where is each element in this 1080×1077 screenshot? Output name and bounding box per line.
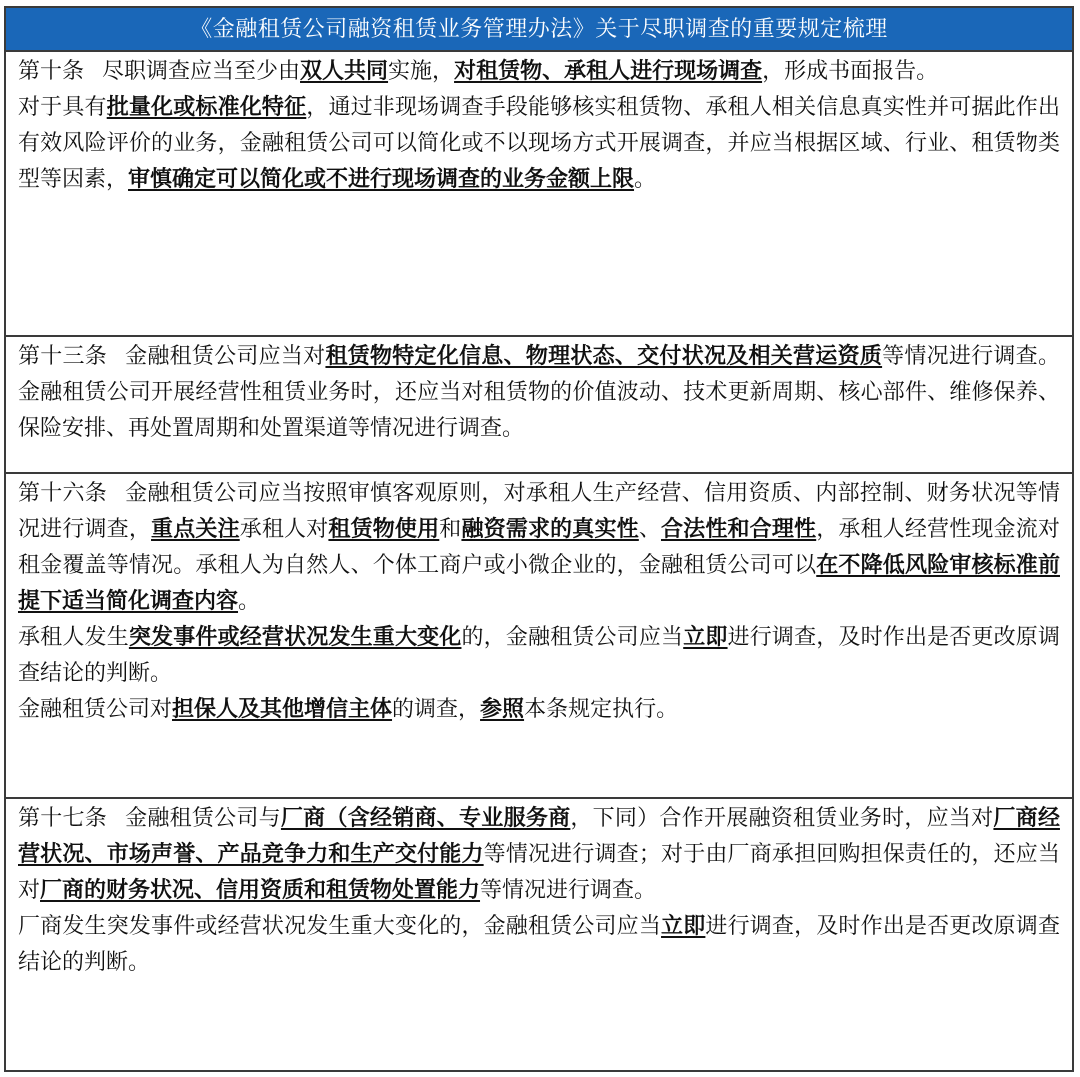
text-run: 承租人对 (239, 517, 329, 542)
text-run: 进行调查，及时作出是否更改原调查结论的判断。 (18, 625, 1060, 686)
emphasized-text: 突发事件或经营状况发生重大变化 (128, 625, 462, 650)
emphasized-text: 厂商的财务状况、信用资质和租赁物处置能力 (40, 878, 481, 903)
text-run: ，承租人经营性现金流对租金覆盖等情况。承租人为自然人、个体工商户或小微企业的，金融租赁公司可以 (18, 517, 1060, 578)
text-run: 。 (634, 167, 657, 192)
text-run: 厂商发生突发事件或经营状况发生重大变化的，金融租赁公司应当 (18, 914, 662, 939)
text-run: 金融租赁公司对 (18, 697, 173, 722)
text-run: ，通过非现场调查手段能够核实租赁物、承租人相关信息真实性并可据此作出有效风险评价的业务，金融租赁公司可以简化或不以现场方式开展调查，并应当根据区域、行业、租赁物类型等因素， (18, 95, 1060, 192)
emphasized-text: 在不降低风险审核标准前提下适当简化调查内容 (18, 553, 1060, 614)
text-run: ，下同）合作开展融资租赁业务时，应当对 (570, 806, 994, 831)
article-paragraph (18, 620, 1060, 692)
article-number: 第十三条 (18, 344, 108, 369)
text-run: 等情况进行调查。金融租赁公司开展经营性租赁业务时，还应当对租赁物的价值波动、技术更新周期、核心部件、维修保养、保险安排、再处置周期和处置渠道等情况进行调查。 (18, 344, 1060, 441)
emphasized-text: 租赁物使用 (328, 517, 440, 542)
article-paragraph (18, 801, 1060, 909)
text-run: 尽职调查应当至少由 (102, 59, 301, 84)
article-number: 第十六条 (18, 481, 108, 506)
article-16-section (6, 474, 1072, 799)
emphasized-text: 立即 (661, 914, 706, 939)
emphasized-text: 厂商（含经销商、专业服务商 (280, 806, 571, 831)
text-run: 金融租赁公司应当对 (125, 344, 326, 369)
emphasized-text: 参照 (480, 697, 525, 722)
text-run: 、 (638, 517, 661, 542)
text-run: 等情况进行调查。 (480, 878, 657, 903)
text-run: 进行调查，及时作出是否更改原调查结论的判断。 (18, 914, 1060, 975)
text-run: ，形成书面报告。 (762, 59, 939, 84)
text-run: 本条规定执行。 (524, 697, 679, 722)
emphasized-text: 担保人及其他增信主体 (172, 697, 393, 722)
emphasized-text: 厂商经营状况、市场声誉、产品竞争力和生产交付能力 (18, 806, 1060, 867)
text-run: 等情况进行调查；对于由厂商承担回购担保责任的，还应当对 (18, 842, 1060, 903)
table-title: 《金融租赁公司融资租赁业务管理办法》关于尽职调查的重要规定梳理 (6, 8, 1072, 52)
text-run: 的，金融租赁公司应当 (461, 625, 684, 650)
emphasized-text: 融资需求的真实性 (461, 517, 639, 542)
text-run: 承租人发生 (18, 625, 129, 650)
emphasized-text: 租赁物特定化信息、物理状态、交付状况及相关营运资质 (325, 344, 883, 369)
article-10-section (6, 52, 1072, 337)
regulation-table (4, 6, 1074, 1072)
article-paragraph (18, 909, 1060, 981)
text-run: 实施， (388, 59, 455, 84)
article-paragraph (18, 90, 1060, 198)
article-paragraph (18, 54, 1060, 90)
article-number: 第十七条 (18, 806, 108, 831)
article-paragraph (18, 476, 1060, 620)
emphasized-text: 批量化或标准化特征 (106, 95, 307, 120)
text-run: 金融租赁公司与 (125, 806, 281, 831)
article-17-section (6, 799, 1072, 1070)
text-run: 。 (238, 589, 261, 614)
emphasized-text: 审慎确定可以简化或不进行现场调查的业务金额上限 (128, 167, 635, 192)
emphasized-text: 重点关注 (151, 517, 240, 542)
text-run: 对于具有 (18, 95, 107, 120)
article-number: 第十条 (18, 59, 85, 84)
article-paragraph (18, 692, 1060, 728)
text-run: 和 (439, 517, 462, 542)
emphasized-text: 立即 (683, 625, 728, 650)
text-run: 的调查， (392, 697, 481, 722)
emphasized-text: 双人共同 (300, 59, 389, 84)
text-run: 金融租赁公司应当按照审慎客观原则，对承租人生产经营、信用资质、内部控制、财务状况等情况进行调查， (18, 481, 1060, 542)
emphasized-text: 对租赁物、承租人进行现场调查 (454, 59, 763, 84)
emphasized-text: 合法性和合理性 (660, 517, 817, 542)
article-13-section (6, 337, 1072, 474)
article-paragraph (18, 339, 1060, 447)
